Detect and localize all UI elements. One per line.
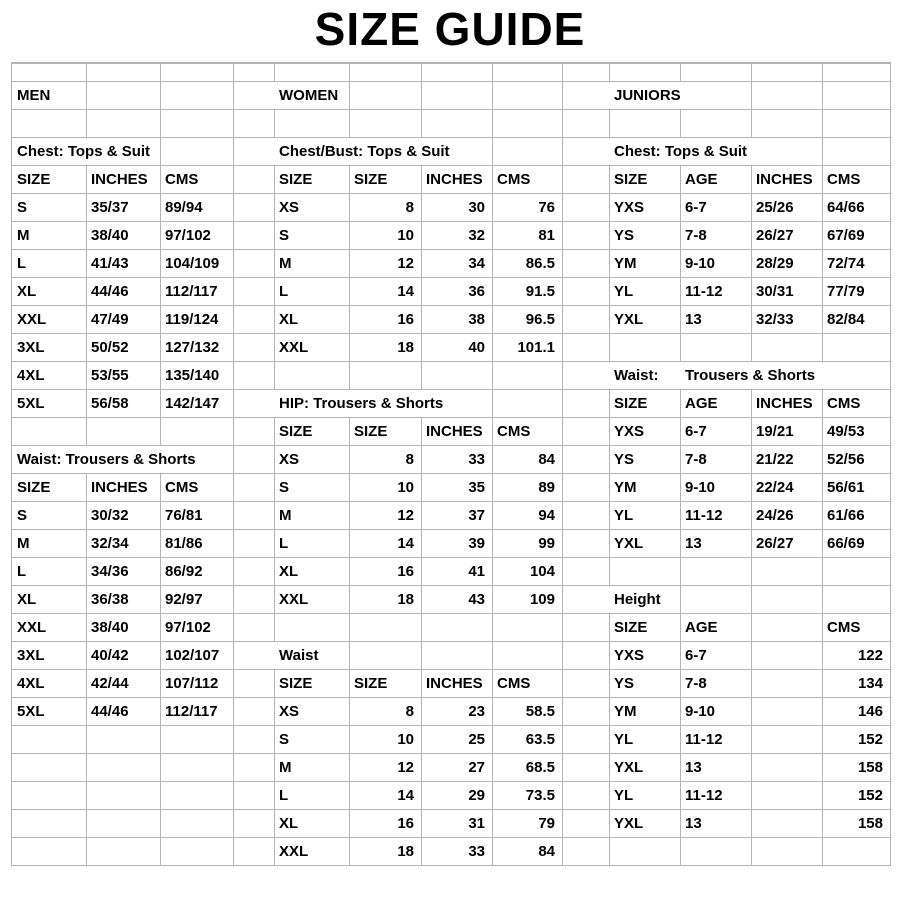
cell: 58.5 xyxy=(525,703,555,720)
page-title: SIZE GUIDE xyxy=(314,3,586,55)
column-header: SIZE xyxy=(354,423,388,440)
cell: 16 xyxy=(397,815,414,832)
cell: 13 xyxy=(685,759,702,776)
cell: 14 xyxy=(397,535,414,552)
cell: 61/66 xyxy=(827,507,865,524)
cell: 7-8 xyxy=(685,451,707,468)
cell: 18 xyxy=(397,339,414,356)
cell: YM xyxy=(614,479,637,496)
column-header: INCHES xyxy=(756,395,813,412)
cell: 56/58 xyxy=(91,395,129,412)
cell: 30/31 xyxy=(756,283,794,300)
cell: YXL xyxy=(614,815,644,832)
column-header: INCHES xyxy=(91,171,148,188)
cell: 24/26 xyxy=(756,507,794,524)
column-header: INCHES xyxy=(426,675,483,692)
cell: 97/102 xyxy=(165,619,211,636)
column-header: AGE xyxy=(685,171,718,188)
cell: 33 xyxy=(468,451,485,468)
cell: 25/26 xyxy=(756,199,794,216)
column-header: CMS xyxy=(497,171,531,188)
cell: XXL xyxy=(17,311,47,328)
cell: 32 xyxy=(468,227,485,244)
cell: 68.5 xyxy=(525,759,555,776)
cell: 39 xyxy=(468,535,485,552)
cell: 19/21 xyxy=(756,423,794,440)
cell: 36 xyxy=(468,283,485,300)
cell: L xyxy=(17,255,27,272)
juniors-waist-header2: Trousers & Shorts xyxy=(680,362,825,389)
cell: XXL xyxy=(279,339,309,356)
cell: 31 xyxy=(468,815,485,832)
cell: YXS xyxy=(614,647,645,664)
column-header: CMS xyxy=(497,423,531,440)
cell: 72/74 xyxy=(827,255,865,272)
cell: L xyxy=(17,563,27,580)
cell: YM xyxy=(614,255,637,272)
cell: 32/34 xyxy=(91,535,129,552)
cell: 38/40 xyxy=(91,619,129,636)
juniors-label: JUNIORS xyxy=(609,82,691,109)
cell: XS xyxy=(279,703,300,720)
cell: 97/102 xyxy=(165,227,211,244)
cell: 22/24 xyxy=(756,479,794,496)
column-header: SIZE xyxy=(279,423,313,440)
cell: 92/97 xyxy=(165,591,203,608)
cell: 84 xyxy=(538,451,555,468)
cell: S xyxy=(279,479,290,496)
cell: 82/84 xyxy=(827,311,865,328)
cell: 23 xyxy=(468,703,485,720)
cell: 73.5 xyxy=(525,787,555,804)
cell: 3XL xyxy=(17,339,45,356)
cell: 14 xyxy=(397,787,414,804)
women-hip-header: HIP: Trousers & Shorts xyxy=(274,390,453,417)
cell: XS xyxy=(279,199,300,216)
cell: 40 xyxy=(468,339,485,356)
cell: YL xyxy=(614,283,634,300)
column-header: SIZE xyxy=(17,479,51,496)
cell: 16 xyxy=(397,311,414,328)
cell: M xyxy=(279,507,292,524)
column-header: AGE xyxy=(685,395,718,412)
cell: 36/38 xyxy=(91,591,129,608)
cell: 86/92 xyxy=(165,563,203,580)
cell: 6-7 xyxy=(685,423,707,440)
cell: 40/42 xyxy=(91,647,129,664)
cell: 63.5 xyxy=(525,731,555,748)
column-header: CMS xyxy=(165,479,199,496)
column-header: SIZE xyxy=(354,171,388,188)
women-label: WOMEN xyxy=(274,82,348,109)
cell: 9-10 xyxy=(685,479,716,496)
cell: L xyxy=(279,283,289,300)
cell: 8 xyxy=(405,199,414,216)
cell: 38 xyxy=(468,311,485,328)
cell: L xyxy=(279,535,289,552)
cell: 152 xyxy=(857,787,883,804)
cell: 10 xyxy=(397,731,414,748)
cell: 27 xyxy=(468,759,485,776)
cell: 142/147 xyxy=(165,395,220,412)
cell: 44/46 xyxy=(91,283,129,300)
column-header: SIZE xyxy=(614,171,648,188)
men-label: MEN xyxy=(12,82,60,109)
cell: L xyxy=(279,787,289,804)
cell: 67/69 xyxy=(827,227,865,244)
column-header: INCHES xyxy=(91,479,148,496)
cell: 101.1 xyxy=(517,339,555,356)
cell: XL xyxy=(279,563,299,580)
cell: 102/107 xyxy=(165,647,220,664)
column-header: SIZE xyxy=(354,675,388,692)
cell: 81/86 xyxy=(165,535,203,552)
women-waist-header: Waist xyxy=(274,642,328,669)
cell: 104 xyxy=(529,563,555,580)
column-header: CMS xyxy=(827,171,861,188)
column-header: INCHES xyxy=(756,171,813,188)
cell: 14 xyxy=(397,283,414,300)
cell: 158 xyxy=(857,815,883,832)
cell: 49/53 xyxy=(827,423,865,440)
cell: 119/124 xyxy=(165,311,219,328)
cell: 112/117 xyxy=(165,283,218,300)
cell: 89 xyxy=(538,479,555,496)
column-header: SIZE xyxy=(279,675,313,692)
cell: 41/43 xyxy=(91,255,129,272)
cell: 12 xyxy=(397,507,414,524)
column-header: CMS xyxy=(497,675,531,692)
cell: 10 xyxy=(397,479,414,496)
juniors-waist-header: Waist: xyxy=(609,362,668,389)
column-header: INCHES xyxy=(426,171,483,188)
cell: YXS xyxy=(614,423,645,440)
cell: 50/52 xyxy=(91,339,129,356)
cell: 10 xyxy=(397,227,414,244)
cell: 13 xyxy=(685,311,702,328)
cell: 30/32 xyxy=(91,507,129,524)
column-header: INCHES xyxy=(426,423,483,440)
cell: 9-10 xyxy=(685,703,716,720)
cell: 12 xyxy=(397,759,414,776)
cell: YS xyxy=(614,675,635,692)
cell: 4XL xyxy=(17,367,45,384)
cell: 26/27 xyxy=(756,535,794,552)
cell: 76/81 xyxy=(165,507,203,524)
cell: 7-8 xyxy=(685,675,707,692)
cell: 32/33 xyxy=(756,311,794,328)
cell: S xyxy=(279,227,290,244)
cell: 37 xyxy=(468,507,485,524)
cell: YXL xyxy=(614,311,644,328)
cell: M xyxy=(279,255,292,272)
cell: 12 xyxy=(397,255,414,272)
cell: XXL xyxy=(279,591,309,608)
cell: 18 xyxy=(397,591,414,608)
cell: 127/132 xyxy=(165,339,220,356)
cell: 4XL xyxy=(17,675,45,692)
cell: XL xyxy=(279,815,299,832)
column-header: CMS xyxy=(165,171,199,188)
column-header: SIZE xyxy=(614,619,648,636)
cell: 96.5 xyxy=(525,311,555,328)
cell: 7-8 xyxy=(685,227,707,244)
cell: 35 xyxy=(468,479,485,496)
cell: 11-12 xyxy=(685,787,723,804)
column-header: CMS xyxy=(827,619,861,636)
juniors-height-header: Height xyxy=(609,586,671,613)
cell: 30 xyxy=(468,199,485,216)
cell: 84 xyxy=(538,843,555,860)
cell: 21/22 xyxy=(756,451,794,468)
cell: 43 xyxy=(468,591,485,608)
cell: 77/79 xyxy=(827,283,865,300)
cell: 107/112 xyxy=(165,675,219,692)
cell: 91.5 xyxy=(525,283,555,300)
cell: YL xyxy=(614,507,634,524)
cell: 34 xyxy=(468,255,485,272)
cell: 35/37 xyxy=(91,199,129,216)
cell: 94 xyxy=(538,507,555,524)
column-header: AGE xyxy=(685,619,718,636)
cell: 16 xyxy=(397,563,414,580)
cell: 42/44 xyxy=(91,675,129,692)
cell: XS xyxy=(279,451,300,468)
cell: YL xyxy=(614,731,634,748)
cell: 81 xyxy=(538,227,555,244)
cell: S xyxy=(279,731,290,748)
cell: 109 xyxy=(529,591,555,608)
cell: 38/40 xyxy=(91,227,129,244)
column-header: SIZE xyxy=(614,395,648,412)
cell: M xyxy=(17,535,30,552)
cell: YXL xyxy=(614,759,644,776)
spreadsheet xyxy=(11,62,891,866)
cell: YM xyxy=(614,703,637,720)
cell: M xyxy=(17,227,30,244)
cell: 29 xyxy=(468,787,485,804)
column-header: CMS xyxy=(827,395,861,412)
cell: YS xyxy=(614,227,635,244)
cell: YL xyxy=(614,787,634,804)
cell: 41 xyxy=(468,563,485,580)
cell: 44/46 xyxy=(91,703,129,720)
cell: XL xyxy=(279,311,299,328)
cell: XXL xyxy=(279,843,309,860)
cell: XL xyxy=(17,283,37,300)
cell: 6-7 xyxy=(685,647,707,664)
cell: 13 xyxy=(685,535,702,552)
cell: 104/109 xyxy=(165,255,220,272)
cell: S xyxy=(17,199,28,216)
cell: 53/55 xyxy=(91,367,129,384)
cell: 66/69 xyxy=(827,535,865,552)
cell: 146 xyxy=(857,703,883,720)
cell: 9-10 xyxy=(685,255,716,272)
cell: 3XL xyxy=(17,647,45,664)
cell: 33 xyxy=(468,843,485,860)
cell: 34/36 xyxy=(91,563,129,580)
cell: 56/61 xyxy=(827,479,865,496)
cell: 52/56 xyxy=(827,451,865,468)
cell: S xyxy=(17,507,28,524)
cell: 28/29 xyxy=(756,255,794,272)
cell: YS xyxy=(614,451,635,468)
column-header: SIZE xyxy=(17,171,51,188)
cell: 134 xyxy=(857,675,883,692)
women-chest-header: Chest/Bust: Tops & Suit xyxy=(274,138,460,165)
cell: 11-12 xyxy=(685,507,723,524)
cell: 18 xyxy=(397,843,414,860)
cell: 99 xyxy=(538,535,555,552)
cell: YXL xyxy=(614,535,644,552)
cell: 64/66 xyxy=(827,199,865,216)
cell: 47/49 xyxy=(91,311,129,328)
cell: 86.5 xyxy=(525,255,555,272)
cell: 6-7 xyxy=(685,199,707,216)
cell: 8 xyxy=(405,451,414,468)
men-waist-header: Waist: Trousers & Shorts xyxy=(12,446,206,473)
cell: 13 xyxy=(685,815,702,832)
cell: 5XL xyxy=(17,395,45,412)
cell: M xyxy=(279,759,292,776)
cell: 152 xyxy=(857,731,883,748)
column-header: SIZE xyxy=(279,171,313,188)
juniors-chest-header: Chest: Tops & Suit xyxy=(609,138,757,165)
cell: 135/140 xyxy=(165,367,220,384)
cell: 89/94 xyxy=(165,199,203,216)
cell: 11-12 xyxy=(685,731,723,748)
cell: 112/117 xyxy=(165,703,218,720)
men-chest-header: Chest: Tops & Suit xyxy=(12,138,160,165)
cell: YXS xyxy=(614,199,645,216)
cell: XL xyxy=(17,591,37,608)
cell: 158 xyxy=(857,759,883,776)
cell: 76 xyxy=(538,199,555,216)
cell: 25 xyxy=(468,731,485,748)
cell: 79 xyxy=(538,815,555,832)
cell: 122 xyxy=(857,647,883,664)
cell: XXL xyxy=(17,619,47,636)
cell: 8 xyxy=(405,703,414,720)
cell: 11-12 xyxy=(685,283,723,300)
cell: 26/27 xyxy=(756,227,794,244)
cell: 5XL xyxy=(17,703,45,720)
